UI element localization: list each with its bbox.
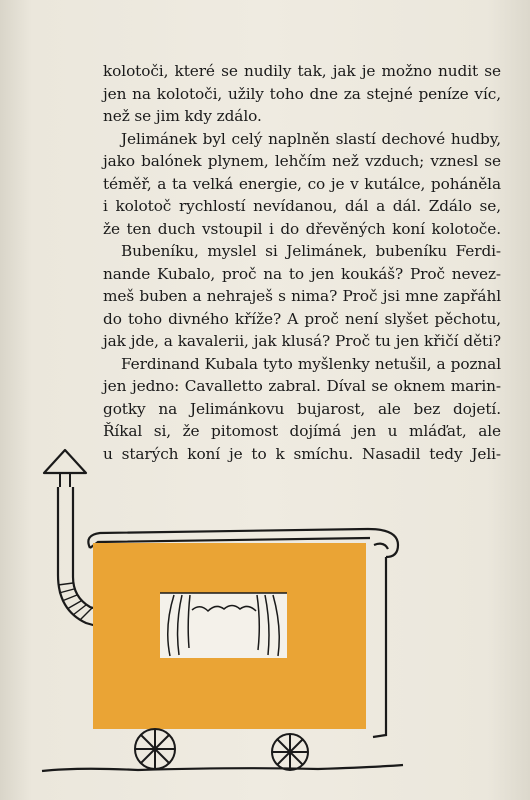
chimney-cap <box>44 450 86 487</box>
text-line: jen na kolotoči, užily toho dne za stejné peníze víc, <box>103 84 501 103</box>
paragraph-3 <box>103 240 501 353</box>
text-line: jen jedno: Cavalletto zabral. Díval se oknem marin- <box>103 377 501 395</box>
body-text <box>103 60 501 465</box>
text-line: i kolotoč rychlostí nevídanou, dál a dál. Zdálo se, <box>103 197 501 215</box>
text-line: meš buben a nehraješ s nima? Proč jsi mne zapřáhl <box>103 287 501 305</box>
text-line: nande Kubalo, proč na to jen koukáš? Proč nevez- <box>103 264 501 283</box>
text-line: téměř, a ta velká energie, co je v kutálce, poháněla <box>103 174 501 193</box>
text-line: kolotoči, které se nudily tak, jak je možno nudit se <box>103 62 501 80</box>
text-line: Jelimánek byl celý naplněn slastí dechové hudby, <box>121 129 501 148</box>
caravan-window <box>160 593 287 658</box>
text-line: než se jim kdy zdálo. <box>103 107 262 125</box>
wheel-right <box>272 734 308 770</box>
text-line: do toho divného kříže? A proč není slyšet pěchotu, <box>103 309 501 328</box>
text-line: že ten duch vstoupil i do dřevěných koní kolotoče. <box>103 219 501 238</box>
text-line: jako balónek plynem, lehčím než vzduch; vznesl se <box>103 152 501 170</box>
text-line: Ferdinand Kubala tyto myšlenky netušil, a poznal <box>121 354 501 373</box>
caravan-illustration <box>38 445 418 790</box>
text-line: gotky na Jelimánkovu bujarost, ale bez dojetí. <box>103 399 501 418</box>
text-line: jak jde, a kavalerii, jak klusá? Proč tu jen křičí děti? <box>103 332 501 350</box>
text-line: u starých koní je to k smíchu. Nasadil tedy Jeli- <box>103 444 501 463</box>
text-line: Bubeníku, myslel si Jelimánek, bubeníku Ferdi- <box>121 242 501 260</box>
paragraph-2 <box>103 128 501 241</box>
text-line: Říkal si, že pitomost dojímá jen u mláďat, ale <box>103 422 501 440</box>
ground-line <box>42 765 403 771</box>
wheel-left <box>135 729 175 769</box>
paragraph-1 <box>103 60 501 128</box>
